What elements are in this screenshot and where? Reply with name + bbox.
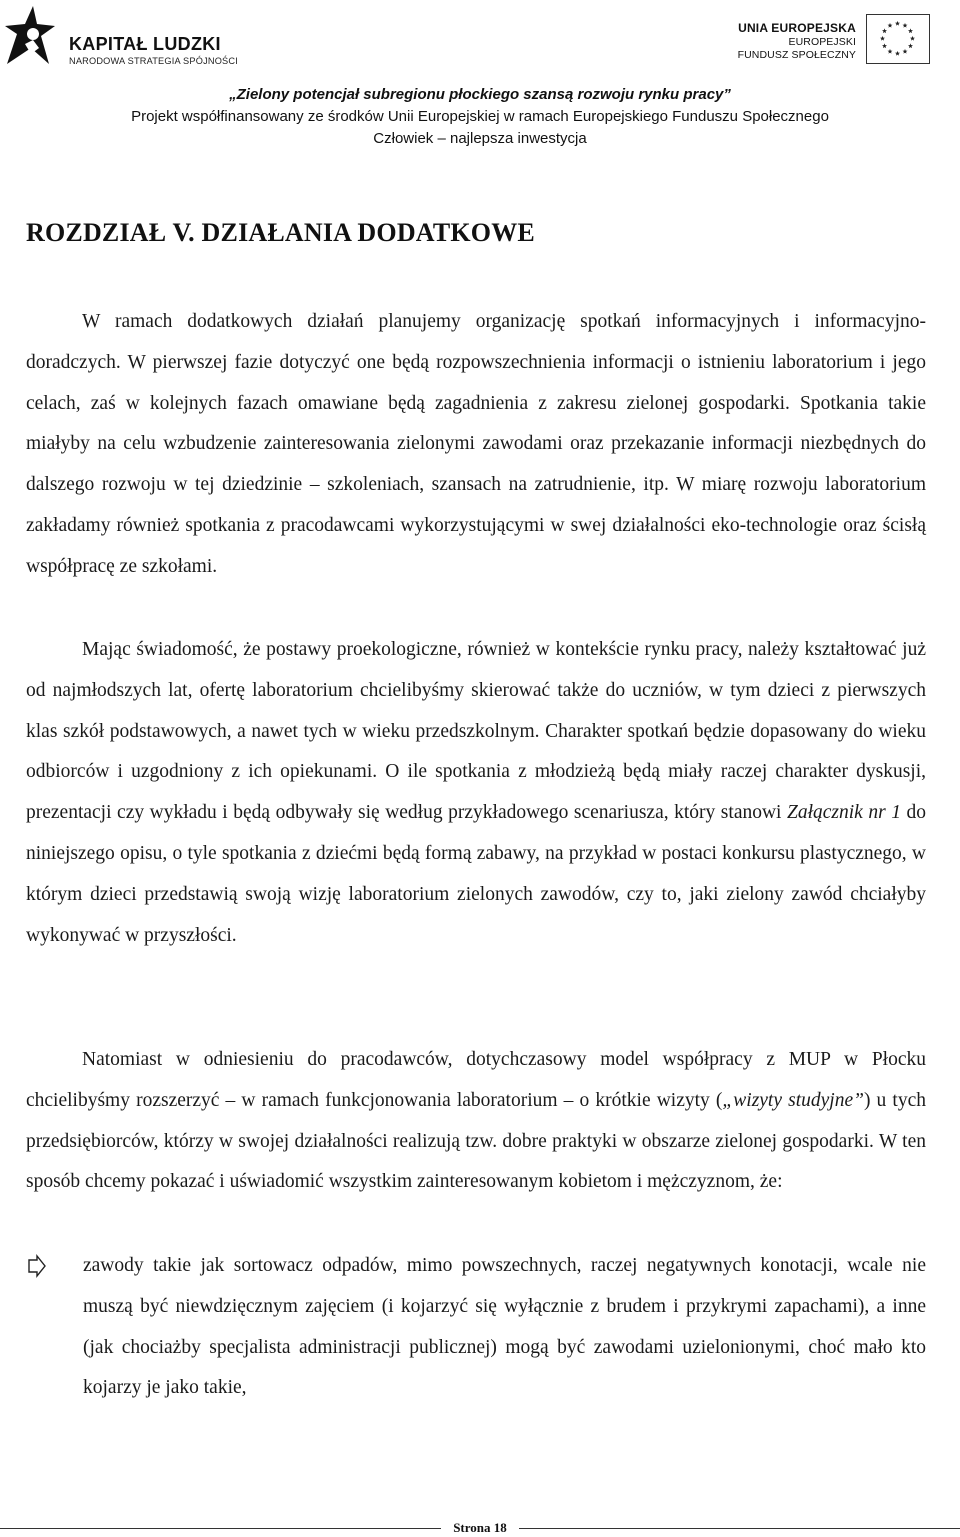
paragraph-2-text bbox=[26, 630, 926, 956]
paragraph-3-part-b: ) u tych przedsiębiorców, którzy w swojej działalności realizują tzw. dobre praktyki w obszarze zielonej gospodarki. W ten sposób chcemy pokazać i uświadomić wszystkim zainteresowanym kobietom i mężczyznom, że: bbox=[26, 1089, 926, 1193]
eu-stars-flag-icon bbox=[866, 14, 930, 64]
eu-star bbox=[910, 36, 915, 41]
list-item bbox=[26, 1246, 926, 1409]
eu-star bbox=[908, 28, 913, 33]
paragraph-3-part-a: Natomiast w odniesieniu do pracodawców, dotychczasowy model współpracy z MUP w Płocku chcielibyśmy rozszerzyć – w ramach funkcjonowania laboratorium – o krótkie wizyty ( bbox=[26, 1049, 926, 1111]
paragraph-1 bbox=[26, 302, 926, 588]
paragraph-3 bbox=[26, 1040, 926, 1203]
eu-line-2: EUROPEJSKI bbox=[788, 36, 856, 48]
eu-star bbox=[882, 28, 887, 33]
chapter-title: ROZDZIAŁ V. DZIAŁANIA DODATKOWE bbox=[26, 218, 535, 247]
paragraph-1-text: W ramach dodatkowych działań planujemy organizację spotkań informacyjnych i informacyjno-doradczych. W pierwszej fazie dotyczyć one będą rozpowszechnienia informacji o istnieniu laboratorium i jego celach, zaś w kolejnych fazach omawiane będą zagadnienia z zakresu zielonej gospodarki. Spotkania takie miałyby na celu wzbudzenie zainteresowania zielonymi zawodami oraz przekazanie informacji niezbędnych do dalszego rozwoju w tej dziedzinie – szkoleniach, szansach na zatrudnienie, itp. W miarę rozwoju laboratorium zakładamy również spotkania z pracodawcami wykorzystującymi w swej działalności eko-technologie oraz ścisłą współpracę ze szkołami. bbox=[26, 311, 926, 577]
arrow-right-outline-icon bbox=[26, 1246, 48, 1286]
paragraph-3-text bbox=[26, 1040, 926, 1203]
list-item-text: zawody takie jak sortowacz odpadów, mimo powszechnych, raczej negatywnych konotacji, wcale nie muszą być niewdzięcznym zajęciem (i kojarzyć się wyłącznie z brudem i przykrymi zapachami), a inne (jak chociażby specjalista administracji publicznej) mogą być zawodami uzielonionymi, choć mało kto kojarzy je jako takie, bbox=[83, 1255, 926, 1399]
page-number: Strona 18 bbox=[441, 1520, 519, 1535]
study-visits-term: „wizyty studyjne” bbox=[722, 1089, 864, 1111]
eu-star bbox=[903, 49, 908, 54]
eu-star bbox=[888, 49, 893, 54]
eu-star bbox=[882, 43, 887, 48]
eu-logo bbox=[710, 14, 930, 74]
project-title: „Zielony potencjał subregionu płockiego szansą rozwoju rynku pracy” bbox=[229, 86, 731, 103]
paragraph-2-part-b: do niniejszego opisu, o tyle spotkania z dziećmi będą formą zabawy, na przykład w postaci konkursu plastycznego, w którym dzieci przedstawią swoją wizję laboratorium zielonych zawodów, czy to, jaki zielony zawód chciałyby wykonywać w przyszłości. bbox=[26, 802, 926, 946]
kapital-ludzki-logo bbox=[3, 4, 243, 68]
cofinance-note: Projekt współfinansowany ze środków Unii Europejskiej w ramach Europejskiego Funduszu Społecznego bbox=[131, 108, 829, 125]
logo-subtitle: NARODOWA STRATEGIA SPÓJNOŚCI bbox=[69, 56, 238, 66]
eu-star bbox=[908, 43, 913, 48]
motto: Człowiek – najlepsza inwestycja bbox=[373, 130, 587, 147]
eu-logo-text bbox=[738, 20, 856, 62]
eu-star bbox=[880, 36, 885, 41]
eu-star bbox=[895, 51, 900, 56]
attachment-reference: Załącznik nr 1 bbox=[787, 802, 901, 824]
eu-star bbox=[895, 21, 900, 26]
paragraph-2-part-a: Mając świadomość, że postawy proekologiczne, również w kontekście rynku pracy, należy kształtować już od najmłodszych lat, ofertę laboratorium chcielibyśmy skierować także do uczniów, w tym dzieci z pierwszych klas szkół podstawowych, a nawet tych w wieku przedszkolnym. Charakter spotkań będzie dopasowany do wieku odbiorców i uzgodniony z ich opiekunami. O ile spotkania z młodzieżą będą miały raczej charakter dyskusji, prezentacji czy wykładu i będą odbywały się według przykładowego scenariusza, który stanowi bbox=[26, 639, 926, 824]
star-figure-emblem-icon bbox=[3, 4, 61, 66]
eu-line-1: UNIA EUROPEJSKA bbox=[738, 21, 856, 35]
footer bbox=[0, 1519, 960, 1537]
paragraph-2 bbox=[26, 630, 926, 956]
eu-star bbox=[888, 23, 893, 28]
eu-star bbox=[903, 23, 908, 28]
logo-name: KAPITAŁ LUDZKI bbox=[69, 34, 221, 54]
eu-line-3: FUNDUSZ SPOŁECZNY bbox=[737, 49, 856, 61]
